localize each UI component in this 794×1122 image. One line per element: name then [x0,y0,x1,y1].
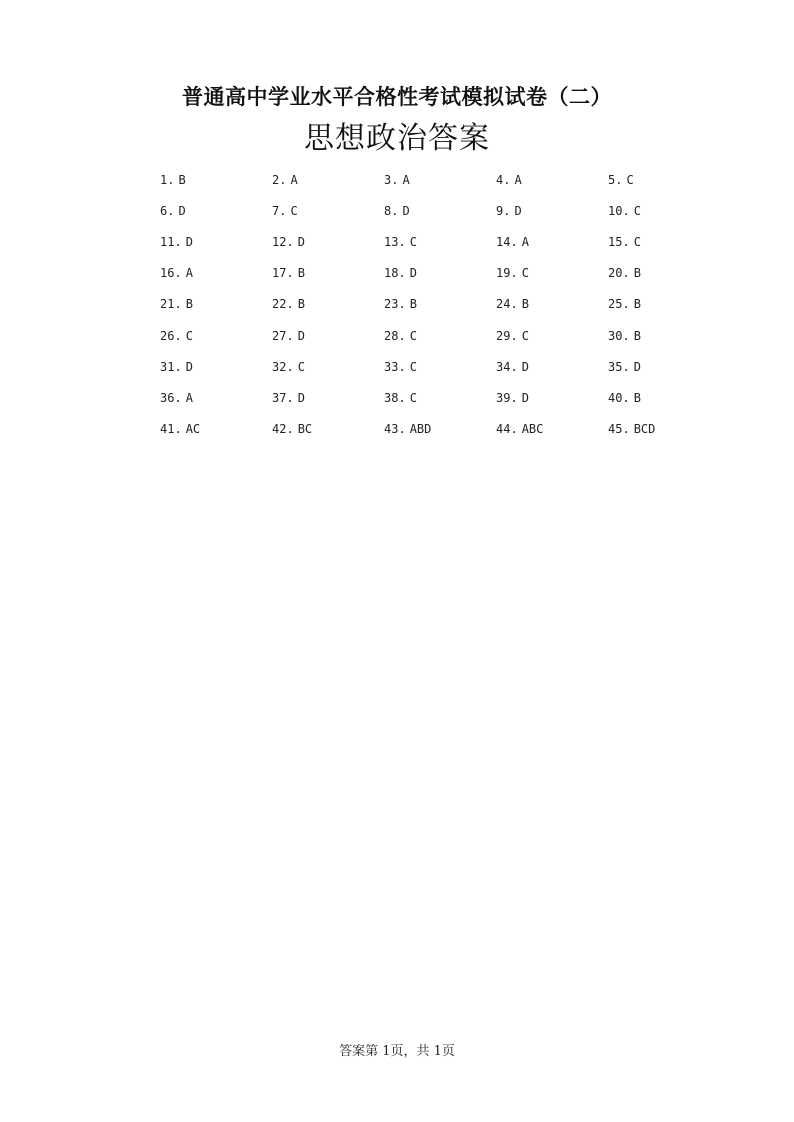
answer-item: 40. B [608,390,641,405]
answer-item: 17. B [272,266,305,281]
answer-item: 7. C [272,203,298,218]
answer-item: 9. D [496,203,522,218]
answer-row [160,195,720,226]
answer-item: 28. C [384,328,417,343]
answer-item: 31. D [160,359,193,374]
answer-row [160,164,720,195]
answer-item: 11. D [160,234,193,249]
answer-item: 23. B [384,297,417,312]
answer-item: 12. D [272,234,305,249]
answer-item: 34. D [496,359,529,374]
answer-item: 8. D [384,203,410,218]
answer-item: 33. C [384,359,417,374]
answer-item: 5. C [608,172,634,187]
answer-item: 36. A [160,390,193,405]
answer-item: 16. A [160,266,193,281]
answer-row [160,258,720,289]
answer-item: 27. D [272,328,305,343]
answer-item: 32. C [272,359,305,374]
answer-row [160,382,720,413]
answer-item: 21. B [160,297,193,312]
answer-item: 1. B [160,172,186,187]
answer-item: 20. B [608,266,641,281]
answer-row [160,351,720,382]
answer-item: 37. D [272,390,305,405]
answer-item: 38. C [384,390,417,405]
answer-item: 2. A [272,172,298,187]
answer-row [160,289,720,320]
answer-item: 4. A [496,172,522,187]
exam-title: 普通高中学业水平合格性考试模拟试卷（二） [182,85,612,109]
answer-item: 13. C [384,234,417,249]
answer-item: 25. B [608,297,641,312]
answer-item: 22. B [272,297,305,312]
answer-item: 30. B [608,328,641,343]
answer-item: 39. D [496,390,529,405]
answer-item: 35. D [608,359,641,374]
answer-grid [160,164,720,445]
answer-item: 10. C [608,203,641,218]
answer-item: 44. ABC [496,422,544,437]
answer-item: 29. C [496,328,529,343]
answer-row [160,414,720,445]
answer-item: 6. D [160,203,186,218]
answer-item: 24. B [496,297,529,312]
answer-row [160,320,720,351]
answer-item: 19. C [496,266,529,281]
answer-item: 42. BC [272,422,313,437]
answer-item: 18. D [384,266,417,281]
answer-subtitle: 思想政治答案 [304,121,490,156]
answer-row [160,226,720,257]
answer-item: 14. A [496,234,529,249]
answer-item: 15. C [608,234,641,249]
answer-item: 3. A [384,172,410,187]
answer-item: 43. ABD [384,422,432,437]
answer-item: 45. BCD [608,422,656,437]
answer-item: 26. C [160,328,193,343]
page-footer: 答案第 1页，共 1页 [339,1044,455,1059]
answer-item: 41. AC [160,422,201,437]
